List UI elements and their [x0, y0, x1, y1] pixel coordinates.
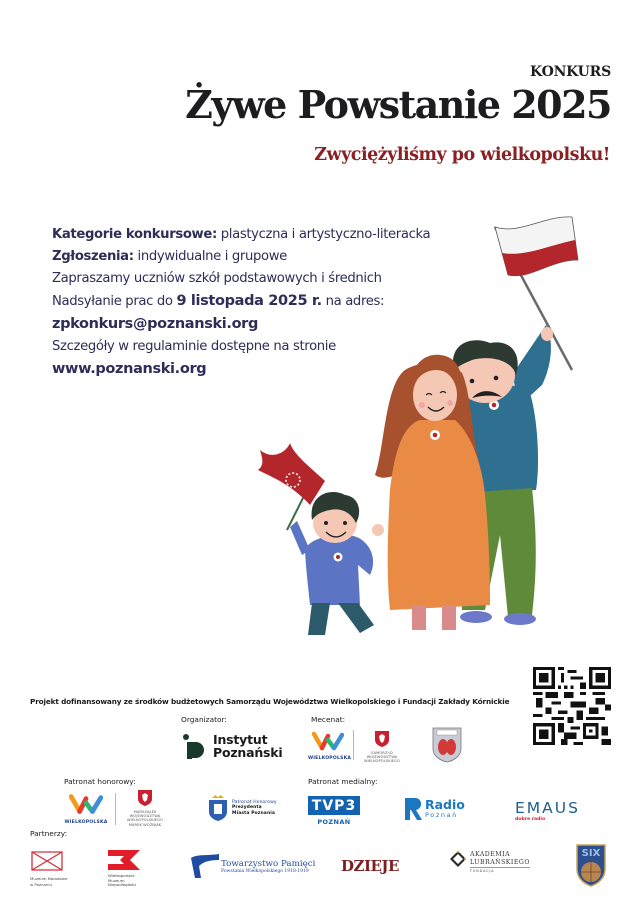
towarzystwo-pamieci-logo[interactable] [189, 852, 315, 880]
eagle-rider-icon [189, 852, 219, 880]
prezydent-poznania-logo[interactable] [208, 794, 277, 822]
akademia-line3: FUNDACJA [470, 867, 530, 873]
radio-r-icon [405, 798, 422, 820]
radio-poznan-logo[interactable] [405, 798, 465, 820]
akademia-cross-icon [450, 851, 466, 867]
categories-label: Kategorie konkursowe: [52, 227, 217, 242]
instytut-poznanski-logo-icon [182, 733, 206, 759]
honorary-label: Patronat honorowy: [64, 777, 136, 786]
deadline-pre: Nadsyłanie prac do [52, 294, 177, 309]
wmn-line3: Niepodległości [108, 882, 137, 887]
organizer-name-line2: Poznański [213, 745, 283, 760]
akademia-lubranskiego-logo[interactable] [450, 851, 530, 873]
kicker: KONKURS [529, 64, 611, 80]
prezydent-line2: Prezydenta [232, 805, 262, 811]
wmn-line2: Muzeum [108, 877, 125, 883]
coat-of-arms-icon [138, 790, 152, 806]
organizer-name-line1: Instytut [213, 732, 268, 747]
radio-text: Radio [425, 797, 465, 812]
marszalek-line4: MAREK WOŹNIAK [128, 822, 162, 827]
wielkopolska-logo-honorary[interactable] [64, 792, 108, 825]
wielkopolska-w-icon [69, 792, 103, 816]
emaus-text: EMAUS [515, 799, 580, 817]
six-basketball-crest-icon[interactable] [575, 843, 607, 887]
dzieje-logo[interactable]: DZIEJE [341, 857, 399, 875]
akademia-line2: LUBRAŃSKIEGO [470, 858, 530, 866]
organizer-label: Organizator: [181, 715, 227, 724]
tvp3-poznan-logo[interactable] [308, 796, 360, 826]
marszalek-line1: MARSZAŁEK [133, 810, 157, 814]
wielkopolska-text: WIELKOPOLSKA [308, 756, 352, 761]
marszalek-line3: WIELKOPOLSKIEGO [127, 818, 163, 823]
emaus-sub: dobre radio [515, 817, 546, 822]
child-figure [258, 443, 374, 635]
muzeum-narodowe-logo[interactable] [30, 850, 67, 888]
wielkopolska-w-icon [312, 730, 344, 752]
details-text: Szczegóły w regulaminie dostępne na stronie [52, 339, 336, 354]
deadline-post: na adres: [321, 294, 385, 309]
marszalek-line2: WOJEWÓDZTWA [129, 814, 161, 819]
funding-note: Projekt dofinansowany ze środków budżetowych Samorządu Województwa Wielkopolskiego i Fundacji Zakłady Kórnickie [30, 697, 510, 706]
mnp-line1: Muzeum Narodowe [30, 876, 68, 881]
subtitle: Zwyciężyliśmy po wielkopolsku! [314, 145, 610, 165]
tvp3-sub: POZNAŃ [317, 818, 351, 826]
tp-line1: Towarzystwo Pamięci [221, 858, 316, 869]
coat-of-arms-icon [375, 731, 389, 747]
radio-sub: Poznań [425, 811, 458, 819]
divider [353, 730, 354, 760]
six-text: SIX [581, 848, 601, 859]
samorzad-line2: WOJEWÓDZTWA [366, 755, 398, 760]
media-label: Patronat medialny: [308, 777, 378, 786]
entries-value: indywidualne i grupowe [137, 249, 287, 264]
organizer-logo-instytut-poznanski[interactable] [182, 733, 283, 759]
mnp-line2: w Poznaniu [30, 882, 52, 887]
family-illustration [250, 205, 590, 650]
emaus-logo[interactable] [515, 799, 580, 822]
page-title: Żywe Powstanie 2025 [185, 82, 611, 127]
wielkopolska-logo[interactable] [308, 730, 352, 761]
divider [115, 793, 116, 825]
tvp3-text: TVP3 [308, 796, 360, 815]
deadline-date: 9 listopada 2025 r. [176, 293, 322, 309]
akademia-line1: AKADEMIA [470, 851, 511, 858]
poznan-crest-icon [208, 794, 228, 822]
mnp-icon [30, 850, 64, 872]
tp-line2: Powstania Wielkopolskiego 1918-1919 [221, 868, 309, 874]
website-link[interactable]: www.poznanski.org [52, 361, 207, 377]
samorzad-line1: SAMORZĄD [371, 751, 393, 755]
categories-value: plastyczna i artystyczno-literacka [220, 227, 431, 242]
wmn-icon [108, 850, 140, 870]
entries-label: Zgłoszenia: [52, 249, 134, 264]
wmn-logo[interactable] [108, 850, 140, 888]
qr-code-icon[interactable] [533, 667, 611, 745]
samorzad-logo[interactable] [362, 731, 402, 764]
patron-label: Mecenat: [311, 715, 346, 724]
wielkopolska-text: WIELKOPOLSKA [64, 820, 108, 825]
partners-label: Partnerzy: [30, 829, 68, 838]
invite-text: Zapraszamy uczniów szkół podstawowych i średnich [52, 271, 382, 286]
prezydent-line1: Patronat Honorowy [232, 799, 277, 805]
wmn-line1: Wielkopolskie [108, 873, 135, 878]
zaklady-kornickie-crest-icon[interactable] [432, 727, 462, 763]
samorzad-line3: WIELKOPOLSKIEGO [364, 759, 400, 764]
email-link[interactable]: zpkonkurs@poznanski.org [52, 316, 259, 332]
prezydent-line3: Miasta Poznania [232, 810, 276, 816]
marszalek-logo[interactable] [122, 790, 168, 827]
